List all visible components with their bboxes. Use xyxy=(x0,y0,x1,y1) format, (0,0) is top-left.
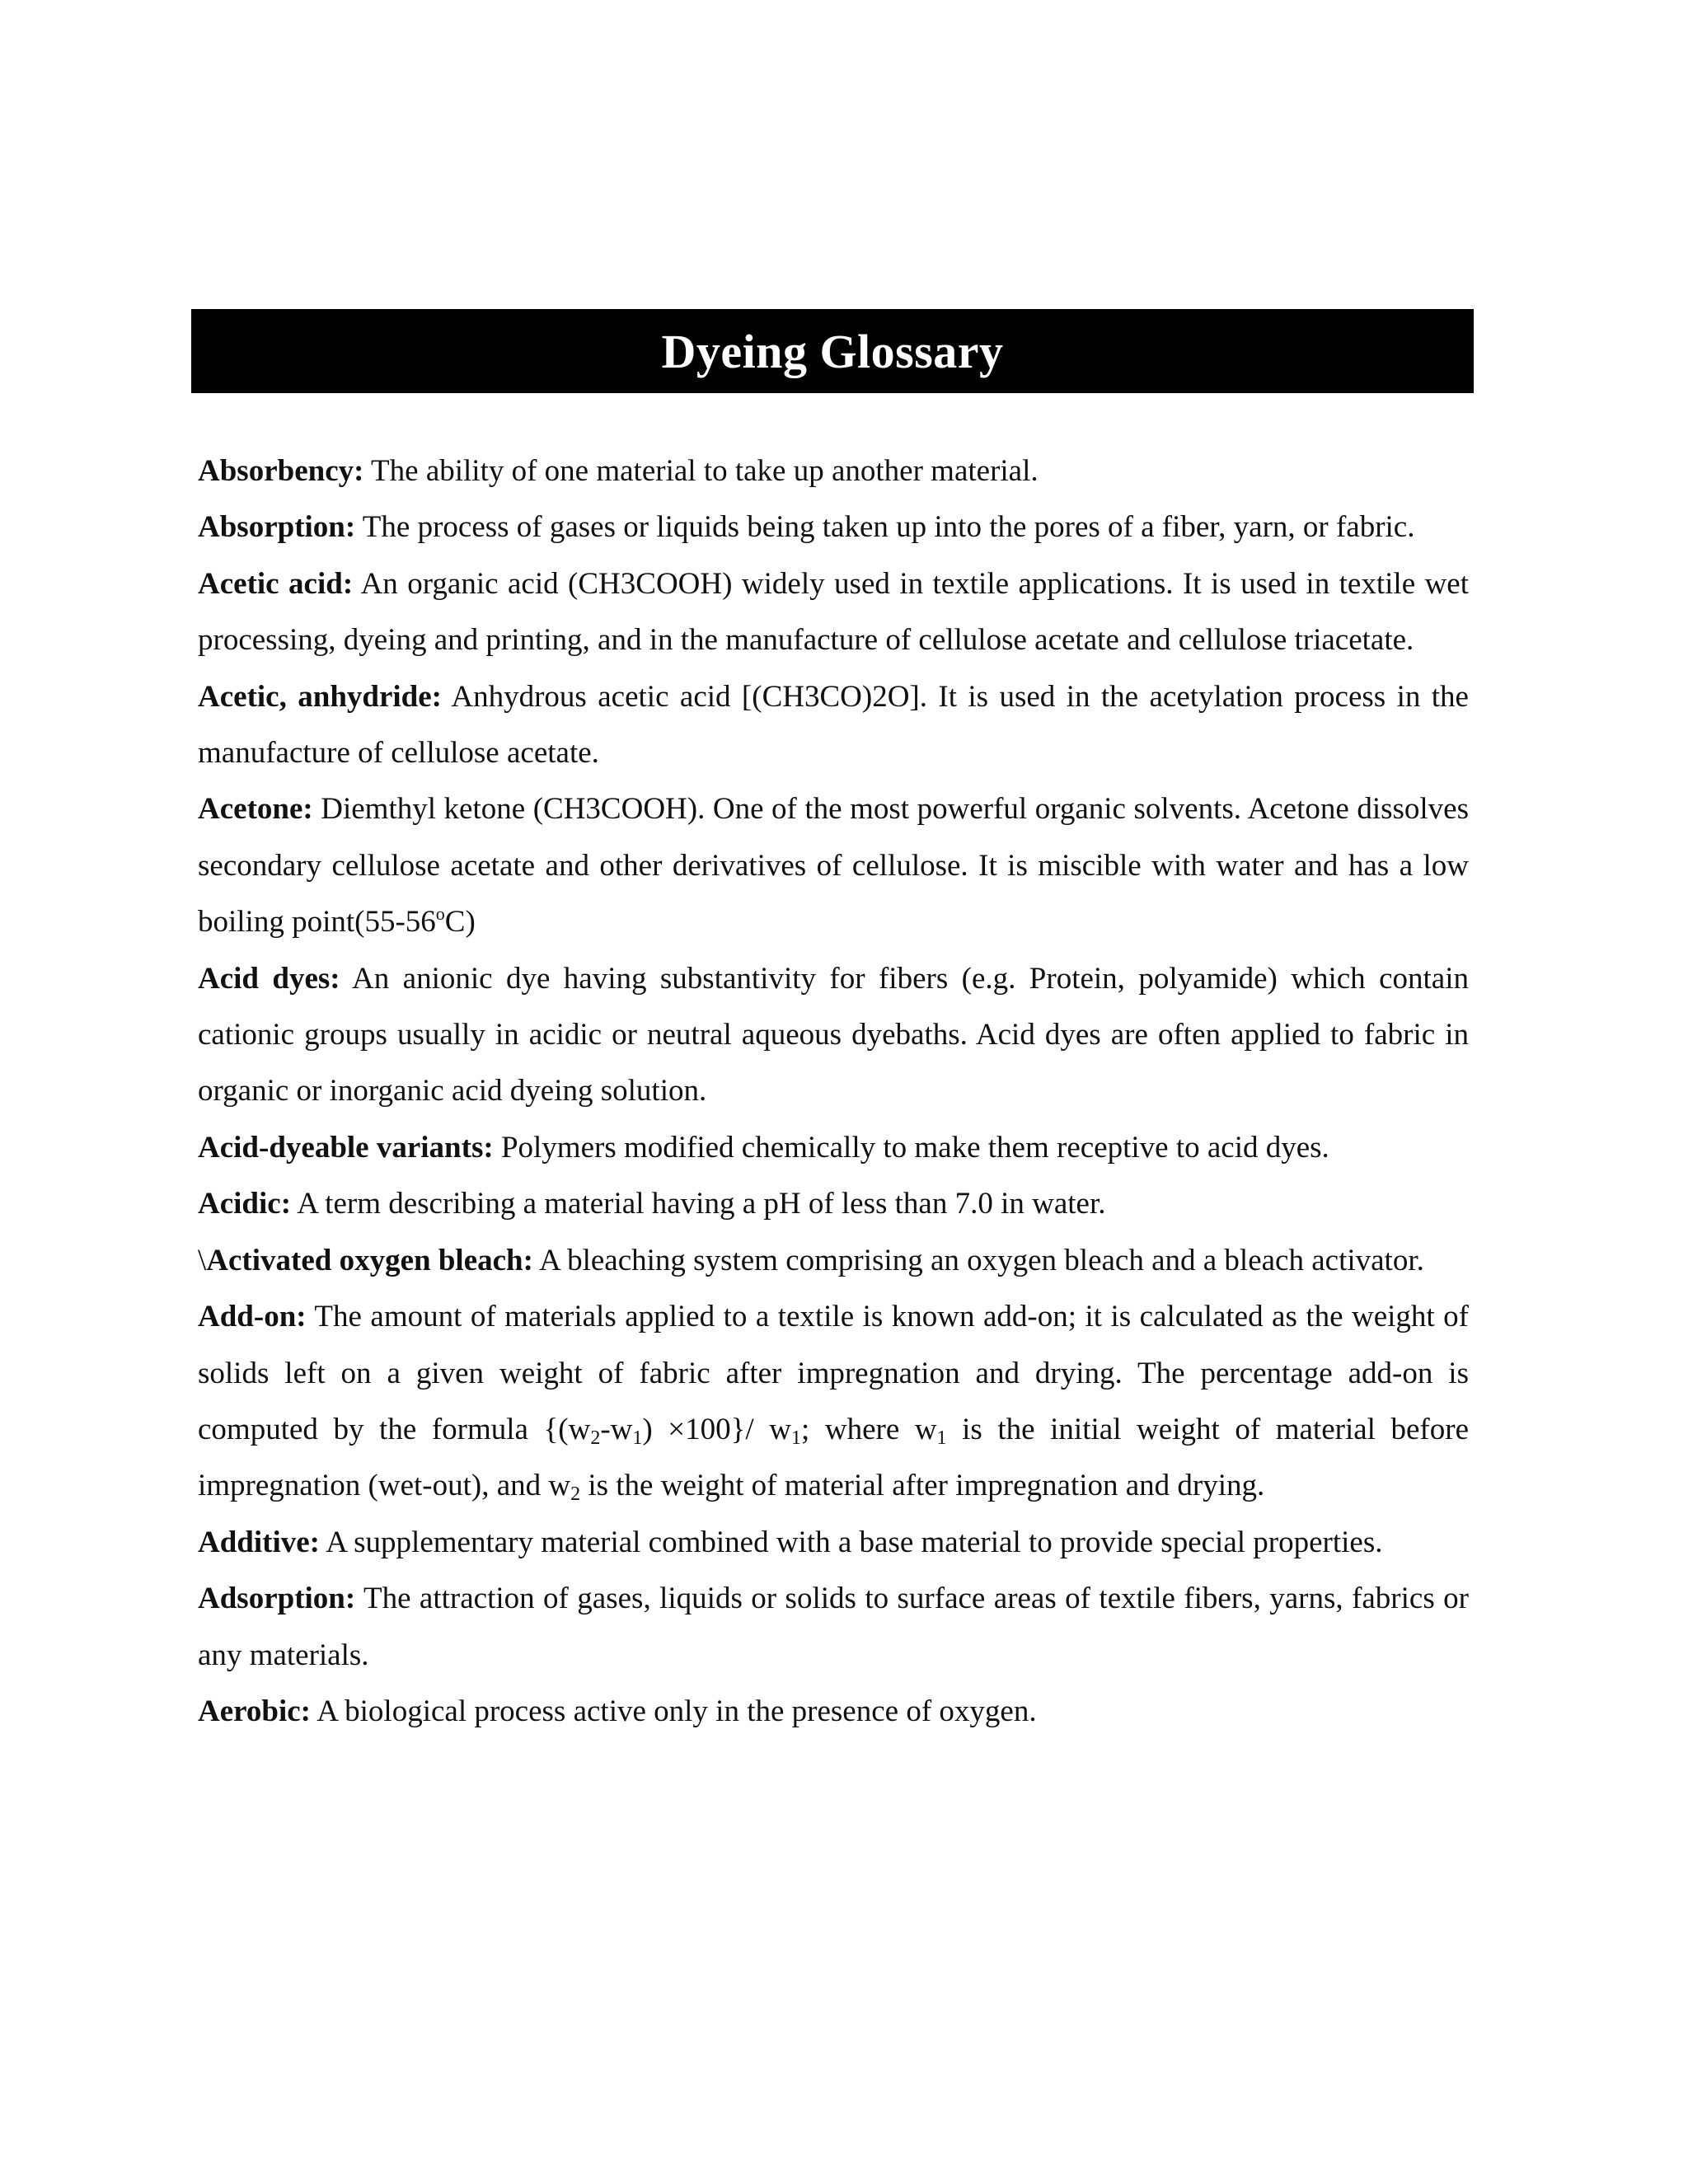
glossary-entry-acetic-acid xyxy=(198,556,1469,669)
glossary-entry-absorbency xyxy=(198,443,1469,499)
glossary-definition: A supplementary material combined with a base material to provide special properties. xyxy=(326,1525,1383,1559)
glossary-term: Acid-dyeable variants: xyxy=(198,1130,494,1165)
page-title: Dyeing Glossary xyxy=(661,324,1004,378)
glossary-entry-acidic xyxy=(198,1176,1469,1232)
glossary-definition: A term describing a material having a pH of less than 7.0 in water. xyxy=(297,1187,1106,1221)
glossary-term: Acetone: xyxy=(198,792,313,827)
glossary-entry-acid-dyeable-variants xyxy=(198,1120,1469,1176)
stray-backslash: \ xyxy=(198,1243,207,1277)
glossary-entry-adsorption xyxy=(198,1571,1469,1684)
glossary-entry-acetone xyxy=(198,781,1469,950)
glossary-term: Adsorption: xyxy=(198,1582,356,1616)
glossary-definition: The attraction of gases, liquids or solids to surface areas of textile fibers, yarns, fabrics or any materials. xyxy=(198,1582,1469,1672)
glossary-definition: A bleaching system comprising an oxygen bleach and a bleach activator. xyxy=(539,1243,1424,1277)
glossary-term: Additive: xyxy=(198,1525,320,1559)
glossary-entry-add-on xyxy=(198,1289,1469,1515)
glossary-term: Acidic: xyxy=(198,1187,292,1221)
glossary-entry-absorption xyxy=(198,499,1469,555)
glossary-entry-acetic-anhydride xyxy=(198,669,1469,782)
glossary-entry-acid-dyes xyxy=(198,951,1469,1120)
glossary-term: Activated oxygen bleach: xyxy=(206,1243,533,1277)
glossary-definition: An anionic dye having substantivity for fibers (e.g. Protein, polyamide) which contain cationic groups usually in acidic or neutral aqueous dyebaths. Acid dyes are often applied to fabric in organic or inorganic acid dyeing solution. xyxy=(198,961,1469,1108)
glossary-definition: Anhydrous acetic acid [(CH3CO)2O]. It is used in the acetylation process in the manufacture of cellulose acetate. xyxy=(198,679,1469,771)
glossary-term: Absorbency: xyxy=(198,454,364,488)
glossary-term: Aerobic: xyxy=(198,1694,311,1728)
glossary-term: Acetic, anhydride: xyxy=(198,679,443,714)
glossary-entry-activated-oxygen-bleach xyxy=(198,1233,1469,1289)
glossary-entry-additive xyxy=(198,1515,1469,1571)
glossary-term: Acid dyes: xyxy=(198,961,340,996)
glossary-definition: A biological process active only in the presence of oxygen. xyxy=(316,1694,1037,1728)
glossary-definition: The ability of one material to take up another material. xyxy=(371,454,1039,488)
glossary-definition: An organic acid (CH3COOH) widely used in textile applications. It is used in textile wet processing, dyeing and printing, and in the manufacture of cellulose acetate and cellulose triacetate. xyxy=(198,566,1469,658)
glossary-entry-aerobic xyxy=(198,1684,1469,1740)
glossary-definition: The process of gases or liquids being taken up into the pores of a fiber, yarn, or fabric. xyxy=(362,510,1415,545)
glossary-term: Absorption: xyxy=(198,510,356,545)
glossary-definition: Diemthyl ketone (CH3COOH). One of the most powerful organic solvents. Acetone dissolves secondary cellulose acetate and other derivatives of cellulose. It is miscible with water and has a low boiling point(55-56$^o$C) xyxy=(198,792,1469,940)
glossary-definition: Polymers modified chemically to make them receptive to acid dyes. xyxy=(500,1130,1329,1165)
glossary-definition: The amount of materials applied to a textile is known add-on; it is calculated as the weight of solids left on a given weight of fabric after impregnation and drying. The percentage add-on is computed by the formula $\{(w_2-w_1) \times 100\}/$ $w_1$; where $w_1$ is the initial weight of material before impregnation (wet-out), and $w_2$ is the weight of material after impregnation and drying. xyxy=(198,1300,1469,1506)
glossary-term: Acetic acid: xyxy=(198,566,354,601)
glossary-term: Add-on: xyxy=(198,1300,307,1334)
glossary-list xyxy=(198,443,1469,1740)
title-banner xyxy=(191,309,1474,393)
